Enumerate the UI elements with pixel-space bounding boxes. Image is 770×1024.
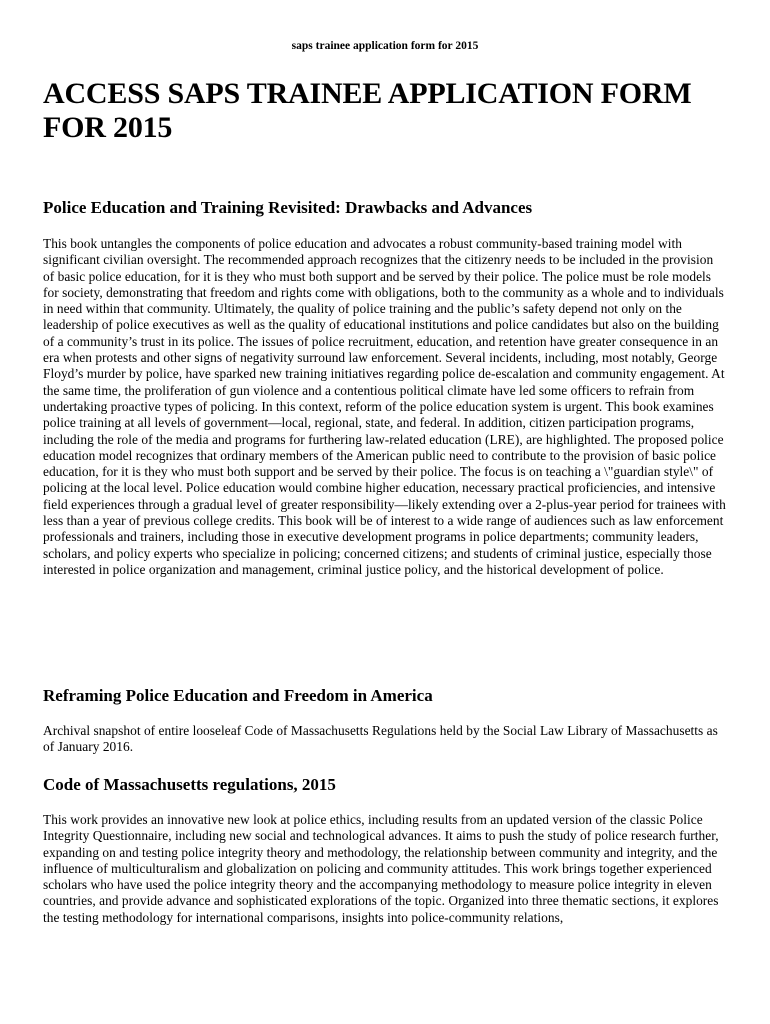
section-heading: Police Education and Training Revisited: Drawbacks and Advances [43,198,533,217]
document-title: ACCESS SAPS TRAINEE APPLICATION FORM FOR 2015 [43,77,692,144]
running-header: saps trainee application form for 2015 [291,40,479,52]
section-heading: Reframing Police Education and Freedom in America [43,686,433,705]
section-body: This work provides an innovative new look at police ethics, including results from an updated version of the classic Police Integrity Questionnaire, including new social and technological advances. It aims to push the study of police research further, expanding on and testing police integrity theory and methodology, the relationship between community and integrity, and the influence of multiculturalism and globalization on policing and community attitudes. This work brings together experienced scholars who have used the police integrity theory and the accompanying methodology to measure police integrity in eleven countries, and provide advance and sophisticated explorations of the topic. Organized into three thematic sections, it explores the testing methodology for international comparisons, insights into police-community relations, [43,812,719,925]
section-body: Archival snapshot of entire looseleaf Code of Massachusetts Regulations held by the Social Law Library of Massachusetts as of January 2016. [43,723,718,755]
section-heading: Code of Massachusetts regulations, 2015 [43,775,336,794]
section-body: This book untangles the components of police education and advocates a robust community-based training model with significant civilian oversight. The recommended approach recognizes that the citizenry needs to be included in the provision of basic police education, for it is they who must both support and be served by their police. The police must be role models for society, demonstrating that freedom and rights come with obligations, both to the community as a whole and to individuals in need within that community. Ultimately, the quality of police training and the public’s safety depend not only on the leadership of police executives as well as the quality of educational institutions and police candidates but also on the building of a community’s trust in its police. The issues of police recruitment, education, and retention have greater consequence in an era when protests and other signs of negativity surround law enforcement. Several incidents, including, most notably, George Floyd’s murder by police, have sparked new training initiatives regarding police de-escalation and community engagement. At the same time, the proliferation of gun violence and a contentious political climate have led some officers to refrain from undertaking proactive types of policing. In this context, reform of the police education system is urgent. This book examines police training at all levels of government—local, regional, state, and federal. In addition, citizen participation programs, including the role of the media and programs for furthering law-related education (LRE), are highlighted. The proposed police education model recognizes that ordinary members of the American public need to contribute to the provision of basic police education, for it is they who must both support and be served by their police. The focus is on teaching a \"guardian style\" of policing at the local level. Police education would combine higher education, necessary practical proficiencies, and intensive field experiences through a gradual level of greater responsibility—likely extending over a 2-plus-year period for trainees with less than a year of previous college credits. This book will be of interest to a wide range of audiences such as law enforcement professionals and trainers, including those in executive development programs in police departments; community leaders, scholars, and policy experts who specialize in policing; concerned citizens; and students of criminal justice, especially those interested in police organization and management, criminal justice policy, and the historical development of police. [43,236,726,577]
